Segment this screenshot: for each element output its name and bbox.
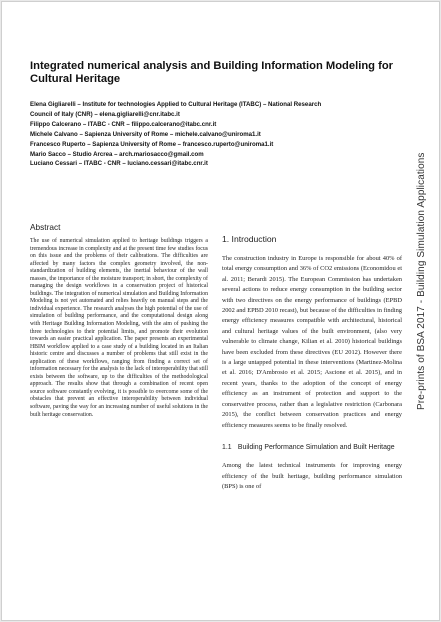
author-line: Filippo Calcerano – ITABC - CNR – filippo.calcerano@itabc.cnr.it: [30, 120, 217, 128]
abstract-heading: Abstract: [30, 222, 61, 232]
preprint-sidebar-label: Pre-prints of BSA 2017 - Building Simulation Applications: [416, 152, 427, 410]
introduction-text: The construction industry in Europe is responsible for about 40% of total energy consumption and 36% of CO2 emissions (Economidou et al. 2011; Berardi 2015). The European Commission has undertaken several actions to reduce energy consumption in the building sector with two directives on the energy performance of buildings (EPBD 2002 and EPBD 2010 recast), but because of the difficulties in finding energy efficiency measures compatible with architectural, historical and cultural heritage values of the built environment, (also very vulnerable to climate change, Kilian et al. 2010) historical buildings have been excluded from these directives (EU 2012). However there is a large untapped potential in these interventions (Martinez-Molina et al. 2016; D'Ambrosio et al. 2015; Ascione et al. 2015), and in recent years, thanks to the adoption of the concept of energy efficiency as an instrument of protection and support to the conservative process, rather than a legislative restriction (Carbonara 2015), the conflict between conservation practices and energy efficiency measures seems to be finally resolved.: [222, 255, 402, 429]
introduction-column: [222, 222, 402, 493]
author-line: Council of Italy (CNR) – elena.gigliarelli@cnr.itabc.it: [30, 110, 180, 118]
paper-page: [1, 1, 440, 621]
subsection-text: Among the latest technical instruments for improving energy efficiency of the built heritage, building performance simulation (BPS) is one of: [222, 462, 402, 491]
author-line: Luciano Cessari – ITABC - CNR – luciano.cessari@itabc.cnr.it: [30, 160, 208, 168]
author-line: Michele Calvano – Sapienza University of Rome – michele.calvano@uniroma1.it: [30, 130, 261, 138]
author-line: Elena Gigliarelli – Institute for technologies Applied to Cultural Heritage (ITABC) – National Research: [30, 101, 322, 108]
introduction-heading: 1. Introduction: [222, 234, 277, 244]
paper-title: Integrated numerical analysis and Building Information Modeling for Cultural Heritage: [30, 60, 394, 85]
subsection-heading: Building Performance Simulation and Built Heritage: [237, 443, 395, 451]
abstract-column: [30, 222, 208, 419]
author-line: Mario Sacco – Studio Arcrea – arch.mariosacco@gmail.com: [30, 150, 204, 158]
author-list: [30, 100, 390, 169]
abstract-text: The use of numerical simulation applied to heritage buildings triggers a tremendous increase in complexity and at the present time few studies focus on this issue and the problems of their calibrations. The difficulties are affected by many factors the complex geometry involved, the non-standardization of building elements, the inertial behaviour of the wall masses, the importance of the moisture transport; in short, the complexity of managing the design workflows in a conservation project of historical buildings. The integration of numerical simulation and Building Information Modeling is not yet automated and relies heavily on manual steps and the individual experience. The research analyses the high potential of the use of simulation of building performance, and the computational design along with Heritage Building Information Modeling, with the aim of pushing the three technologies to their potential limits, and promote their evolution towards an easier practical application. The paper presents an experimental HBIM workflow applied to a case study of a building located in an Italian historic centre and discusses a number of problems that still exist in the application of these workflows, ranging from finding a correct set of information necessary for the analysis to the lack of interoperability that still exists between the software, up to the difficulties of the methodological approach. The results show that through a combination of recent open source software constantly evolving, it is possible to overcome some of the obstacles that prevent an effective interoperability between individual software, paving the way for an increasing number of useful solutions in the built heritage conservation.: [30, 238, 208, 418]
subsection-heading-block: [222, 443, 402, 453]
author-line: Francesco Ruperto – Sapienza University of Rome – francesco.ruperto@uniroma1.it: [30, 140, 274, 148]
subsection-number: 1.1: [222, 443, 232, 451]
